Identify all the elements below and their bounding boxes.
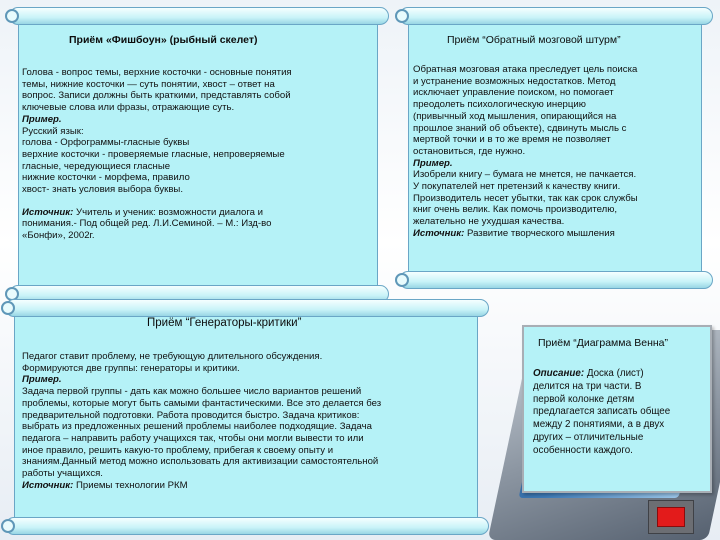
- text-line: У покупателей нет претензий к качеству книги.: [413, 181, 621, 193]
- text-line: верхние косточки - проверяемые гласные, непроверяемые: [22, 148, 285, 160]
- red-square-icon: [657, 507, 685, 527]
- text-line: иное правило, решить какую-то проблему, прибегая к своему опыту и: [22, 444, 334, 456]
- description-text: Доска (лист): [584, 368, 644, 379]
- source-text: Приемы технологии РКМ: [73, 479, 188, 491]
- description-label: Описание:: [533, 368, 585, 379]
- text-line: темы, нижние косточки — суть понятии, хвост – ответ на: [22, 78, 275, 90]
- text-line: Производитель несет убытки, так как срок службы: [413, 192, 638, 204]
- text-line: ключевые слова или фразы, отражающие суть.: [22, 102, 235, 114]
- text-line: хвост- знать условия выбора буквы.: [22, 184, 183, 196]
- text-line: остановиться, где нужно.: [413, 145, 526, 157]
- text-line: «Бонфи», 2002г.: [22, 230, 95, 242]
- text-line: преодолеть психологическую инерцию: [413, 99, 586, 111]
- text-line: вопрос. Записи должны быть краткими, представлять собой: [22, 90, 291, 102]
- venn-title: Приём “Диаграмма Венна”: [538, 337, 669, 349]
- text-line: Задача первой группы - дать как можно большее число вариантов решений: [22, 386, 362, 398]
- example-label: Пример.: [22, 113, 62, 125]
- text-line: предлагается записать общее: [533, 406, 671, 418]
- text-line: особенности каждого.: [533, 444, 633, 456]
- brainstorm-scroll: [408, 14, 702, 282]
- text-line: гласные, чередующиеся гласные: [22, 160, 171, 172]
- scroll-top-roll: [399, 7, 713, 25]
- generators-scroll: [14, 306, 478, 528]
- venn-box: [522, 325, 712, 493]
- text-line: прошлое знаний об объекте), сдвинуть мысль с: [413, 122, 627, 134]
- text-line: Формируются две группы: генераторы и критики.: [22, 362, 240, 374]
- text-line: предварительной подготовки. Работа проводится быстро. Задача критиков:: [22, 409, 360, 421]
- text-line: книг очень велик. Как помочь производителю,: [413, 204, 618, 216]
- generators-title: Приём “Генераторы-критики”: [147, 317, 302, 329]
- fishbone-text: [22, 67, 292, 242]
- fishbone-title: Приём «Фишбоун» (рыбный скелет): [69, 34, 258, 46]
- text-line: между 2 понятиями, а в двух: [533, 419, 665, 431]
- text-line: педагога – направить работу учащихся так, чтобы они могли вывести то или: [22, 432, 364, 444]
- text-line: проблемы, которые могут быть самыми фантастическими. Все это делается без: [22, 397, 382, 409]
- source-text: Развитие творческого мышления: [464, 227, 615, 239]
- text-line: Русский язык:: [22, 125, 84, 137]
- scroll-curl-icon: [1, 301, 15, 315]
- text-line: исключает управление поиском, но помогает: [413, 87, 614, 99]
- text-line: нижние косточки - морфема, правило: [22, 172, 190, 184]
- text-line: других – отличительные: [533, 431, 644, 443]
- brainstorm-text: [413, 64, 638, 240]
- example-label: Пример.: [22, 374, 62, 386]
- text-line: понимания.- Под общей ред. Л.И.Семиной. – М.: Изд-во: [22, 218, 272, 230]
- text-line: делится на три части. В: [533, 380, 642, 392]
- source-label: Источник:: [413, 227, 465, 239]
- scroll-top-roll: [5, 299, 489, 317]
- example-label: Пример.: [413, 157, 453, 169]
- scroll-top-roll: [9, 7, 389, 25]
- text-line: (привычный ход мышления, опирающийся на: [413, 110, 617, 122]
- text-line: и устранение возможных недостатков. Метод: [413, 75, 616, 87]
- brainstorm-title: Приём “Обратный мозговой штурм”: [447, 34, 621, 46]
- text-line: выбрать из предложенных решений проблемы наиболее подходящие. Задача: [22, 421, 372, 433]
- source-label: Источник:: [22, 206, 74, 218]
- text-line: Обратная мозговая атака преследует цель поиска: [413, 64, 638, 75]
- text-line: Изобрели книгу – бумага не мнется, не пачкается.: [413, 169, 637, 181]
- generators-text: [22, 351, 381, 491]
- text-line: Голова - вопрос темы, верхние косточки - основные понятия: [22, 67, 292, 78]
- scroll-curl-icon: [395, 9, 409, 23]
- scroll-curl-icon: [5, 9, 19, 23]
- text-line: первой колонке детям: [533, 393, 635, 405]
- text-line: мертвой точки и в то же время не позволяет: [413, 134, 611, 146]
- source-text: Учитель и ученик: возможности диалога и: [73, 206, 264, 218]
- text-line: голова - Орфограммы-гласные буквы: [22, 137, 190, 149]
- text-line: работы учащихся.: [22, 468, 103, 480]
- fishbone-scroll: [18, 14, 378, 296]
- text-line: Педагог ставит проблему, не требующую длительного обсуждения.: [22, 351, 323, 362]
- scroll-curl-icon: [395, 273, 409, 287]
- scroll-curl-icon: [1, 519, 15, 533]
- nav-button[interactable]: [648, 500, 694, 534]
- scroll-bottom-roll: [5, 517, 489, 535]
- text-line: знаниям.Данный метод можно использовать для активизации самостоятельной: [22, 456, 379, 468]
- venn-text: [533, 368, 670, 458]
- text-line: желательно не ухудшая качества.: [413, 216, 565, 228]
- source-label: Источник:: [22, 479, 74, 491]
- scroll-bottom-roll: [399, 271, 713, 289]
